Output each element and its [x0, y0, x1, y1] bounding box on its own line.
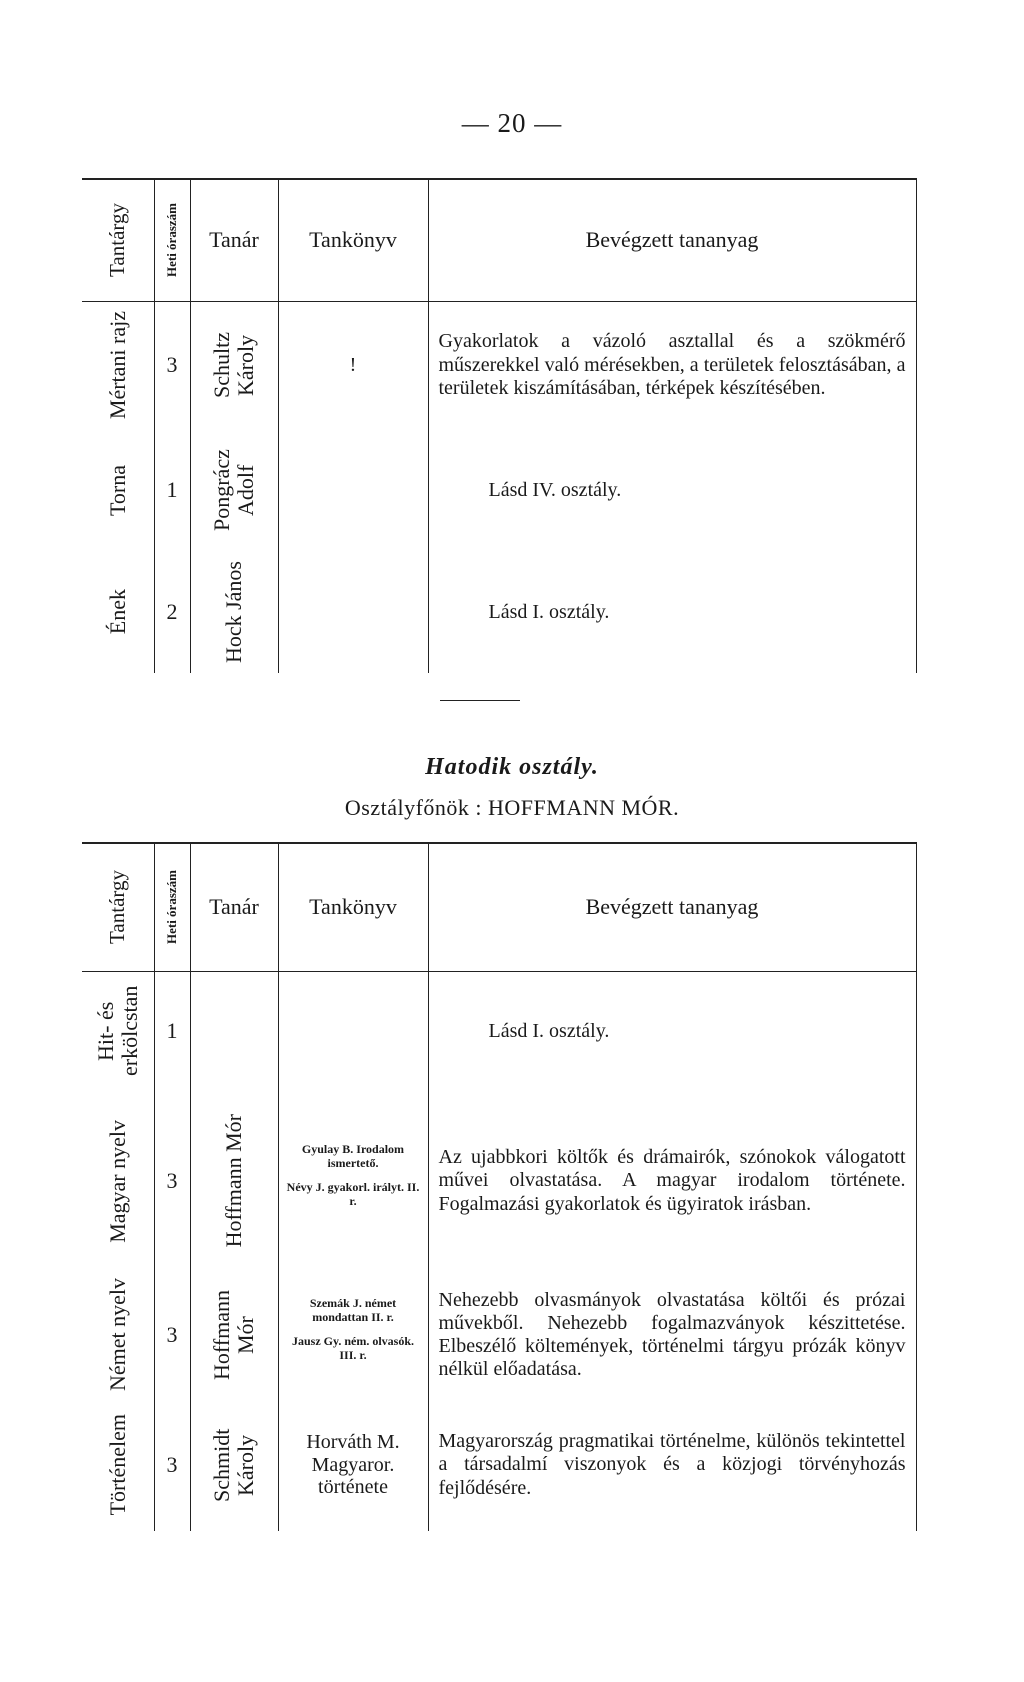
page-number: — 20 —	[461, 108, 563, 138]
hours-value: 3	[166, 1322, 178, 1347]
completed-material: Lásd I. osztály.	[488, 600, 610, 623]
table-row	[82, 1091, 916, 1271]
textbook-entry: Névy J. gyakorl. irályt. II. r.	[286, 1180, 420, 1208]
header-textbook-cell	[278, 179, 428, 301]
header-teacher-cell	[190, 179, 278, 301]
completed-material: Magyarország pragmatikai történelme, különös tekintettel a társadalmí viszonyok és a közjogi törvényhozás fejlődésére.	[438, 1430, 906, 1499]
table-header-row	[82, 843, 916, 971]
header-hours: Heti óraszám	[163, 870, 179, 945]
teacher-name: Schmidt Károly	[209, 1428, 258, 1502]
separator-rule	[440, 700, 520, 701]
header-hours-cell	[154, 179, 190, 301]
section-title: Hatodik osztály.	[425, 754, 599, 780]
header-hours: Heti óraszám	[163, 203, 179, 278]
header-subject: Tantárgy	[105, 870, 130, 945]
subject-name: Magyar nyelv	[104, 1119, 130, 1243]
completed-material: Lásd IV. osztály.	[488, 478, 622, 501]
subject-name: Német nyelv	[104, 1278, 130, 1392]
table-row	[82, 1399, 916, 1531]
header-teacher: Tanár	[209, 894, 259, 920]
header-subject: Tantárgy	[105, 203, 130, 278]
class-master: Osztályfőnök : HOFFMANN MÓR.	[344, 795, 680, 820]
curriculum-table-lower	[82, 842, 917, 1531]
subject-name: Mértani rajz	[104, 311, 130, 420]
header-completed: Bevégzett tananyag	[585, 894, 759, 920]
completed-material: Lásd I. osztály.	[488, 1019, 610, 1042]
subject-name: Hit- és erkölcstan	[93, 986, 142, 1077]
textbook-entry: Gyulay B. Irodalom ismertető.	[301, 1142, 405, 1171]
teacher-name: Pongrácz Adolf	[209, 449, 258, 531]
hours-value: 3	[166, 1452, 178, 1477]
header-textbook: Tankönyv	[309, 227, 397, 253]
teacher-name: Hoffmann Mór	[221, 1114, 247, 1248]
textbook-list	[279, 1297, 428, 1362]
textbook-entry: Szemák J. német mondattan II. r.	[309, 1296, 397, 1325]
table-row	[82, 1271, 916, 1399]
table-header-row	[82, 179, 916, 301]
table-row	[82, 301, 916, 429]
textbook-list	[279, 1143, 428, 1208]
header-teacher: Tanár	[209, 227, 259, 253]
textbook-entry: Jausz Gy. ném. olvasók. III. r.	[291, 1334, 414, 1362]
hours-value: 3	[166, 1168, 178, 1193]
teacher-name: Schultz Károly	[209, 332, 258, 399]
hours-value: 3	[166, 352, 178, 378]
header-completed-cell	[428, 179, 916, 301]
subject-name: Torna	[104, 464, 130, 516]
curriculum-table-upper	[82, 178, 917, 673]
table-row	[82, 429, 916, 551]
subject-name: Történelem	[104, 1414, 130, 1516]
header-completed: Bevégzett tananyag	[585, 227, 759, 253]
completed-material: Nehezebb olvasmányok olvastatása költői és prózai művekből. Nehezebb fogalmazványok készittetése. Elbeszélő költemények, történelmi tárgyu prózák könyv nélkül előadatása.	[438, 1288, 906, 1381]
subject-name: Ének	[104, 589, 130, 635]
table-row	[82, 971, 916, 1091]
teacher-name: Hoffmann Mór	[209, 1289, 258, 1381]
teacher-name: Hock János	[221, 560, 247, 664]
hours-value: 1	[166, 1018, 178, 1044]
hours-value: 1	[166, 477, 178, 502]
header-subject-cell	[82, 179, 154, 301]
completed-material: Az ujabbkori költők és drámairók, szónokok válogatott művei olvastatása. A magyar irodalom története. Fogalmazási gyakorlatok és ügyiratok irásban.	[438, 1146, 906, 1215]
table-row	[82, 551, 916, 673]
header-textbook: Tankönyv	[309, 894, 397, 920]
hours-value: 2	[166, 599, 178, 624]
textbook-mark: !	[349, 353, 357, 376]
textbook-entry: Horváth M. Magyaror. története	[306, 1431, 400, 1499]
completed-material: Gyakorlatok a vázoló asztallal és a szökmérő műszerekkel való mérésekben, a területek felosztásában, a területek kiszámításában, térképek készítésében.	[438, 330, 906, 399]
